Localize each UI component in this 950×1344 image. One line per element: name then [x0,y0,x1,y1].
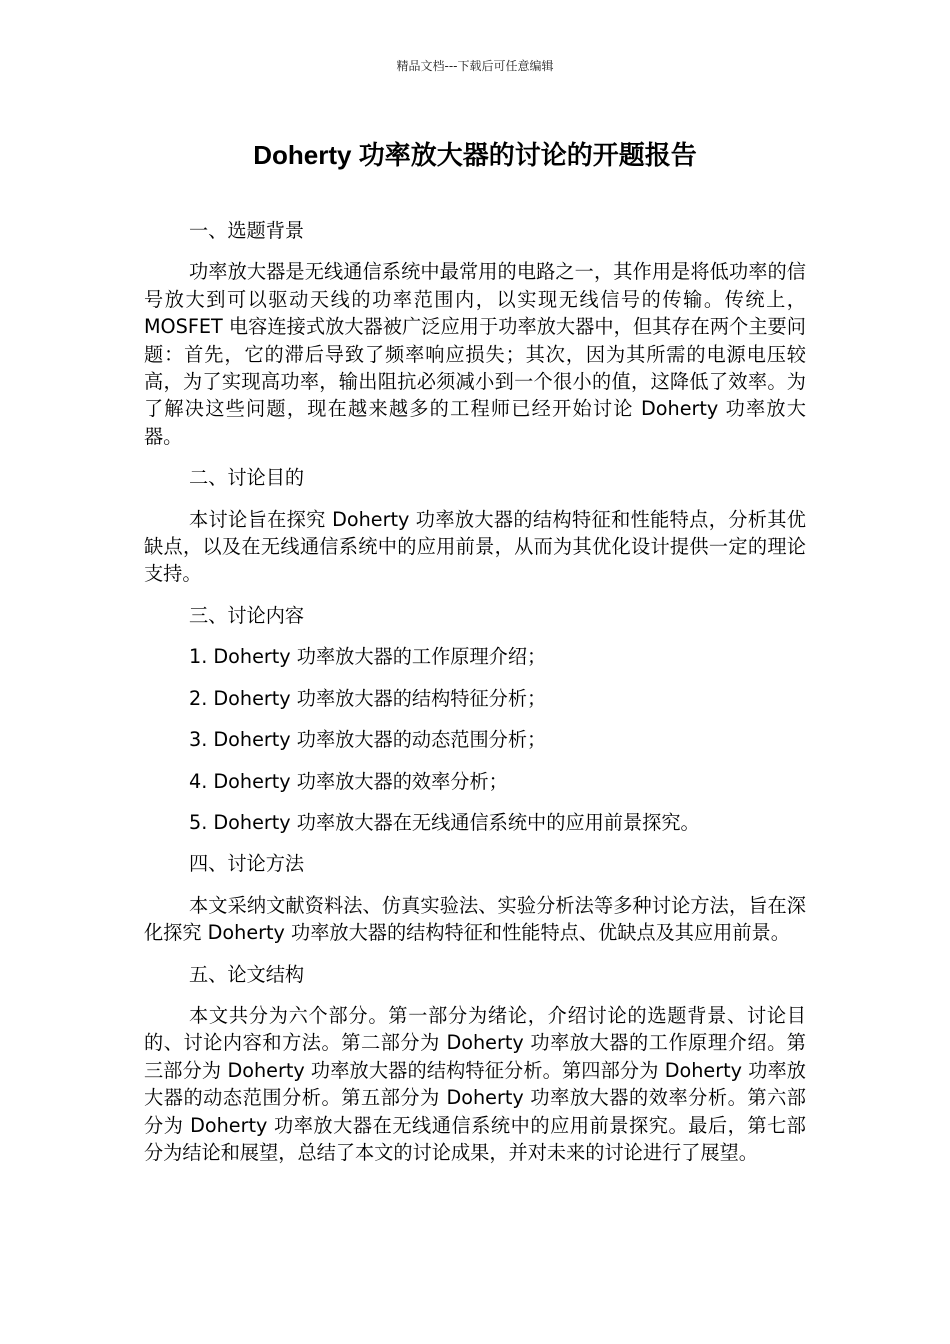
list-item: 2. Doherty 功率放大器的结构特征分析； [189,686,547,710]
section-paragraph-method: 本文采纳文献资料法、仿真实验法、实验分析法等多种讨论方法，旨在深化探究 Doherty 功率放大器的结构特征和性能特点、优缺点及其应用前景。 [144,893,806,945]
section-paragraph-purpose: 本讨论旨在探究 Doherty 功率放大器的结构特征和性能特点，分析其优缺点，以及在无线通信系统中的应用前景，从而为其优化设计提供一定的理论支持。 [144,507,806,586]
section-paragraph-background: 功率放大器是无线通信系统中最常用的电路之一，其作用是将低功率的信号放大到可以驱动天线的功率范围内，以实现无线信号的传输。传统上，MOSFET 电容连接式放大器被广泛应用于功率放大器中，但其存在两个主要问题：首先，它的滞后导致了频率响应损失；其次，因为其所需的电源电压较高，为了实现高功率，输出阻抗必须减小到一个很小的值，这降低了效率。为了解决这些问题，现在越来越多的工程师已经开始讨论 Doherty 功率放大器。 [144,260,806,448]
section-heading-structure: 五、论文结构 [189,962,305,986]
document-title: Doherty 功率放大器的讨论的开题报告 [253,140,697,170]
section-heading-method: 四、讨论方法 [189,852,305,876]
page-header-note: 精品文档---下载后可任意编辑 [396,59,554,73]
section-paragraph-structure: 本文共分为六个部分。第一部分为绪论，介绍讨论的选题背景、讨论目的、讨论内容和方法。第二部分为 Doherty 功率放大器的工作原理介绍。第三部分为 Doherty 功率放大器的结构特征分析。第四部分为 Doherty 功率放大器的动态范围分析。第五部分为 Doherty 功率放大器的效率分析。第六部分为 Doherty 功率放大器在无线通信系统中的应用前景探究。最后，第七部分为结论和展望，总结了本文的讨论成果，并对未来的讨论进行了展望。 [144,1003,806,1164]
section-heading-purpose: 二、讨论目的 [189,466,305,490]
list-item: 3. Doherty 功率放大器的动态范围分析； [189,728,547,752]
list-item: 1. Doherty 功率放大器的工作原理介绍； [189,645,547,669]
section-heading-background: 一、选题背景 [189,219,305,242]
section-heading-content: 三、讨论内容 [189,603,305,627]
list-item: 4. Doherty 功率放大器的效率分析； [189,769,508,793]
list-item: 5. Doherty 功率放大器在无线通信系统中的应用前景探究。 [189,810,700,834]
document-body [144,217,806,1180]
